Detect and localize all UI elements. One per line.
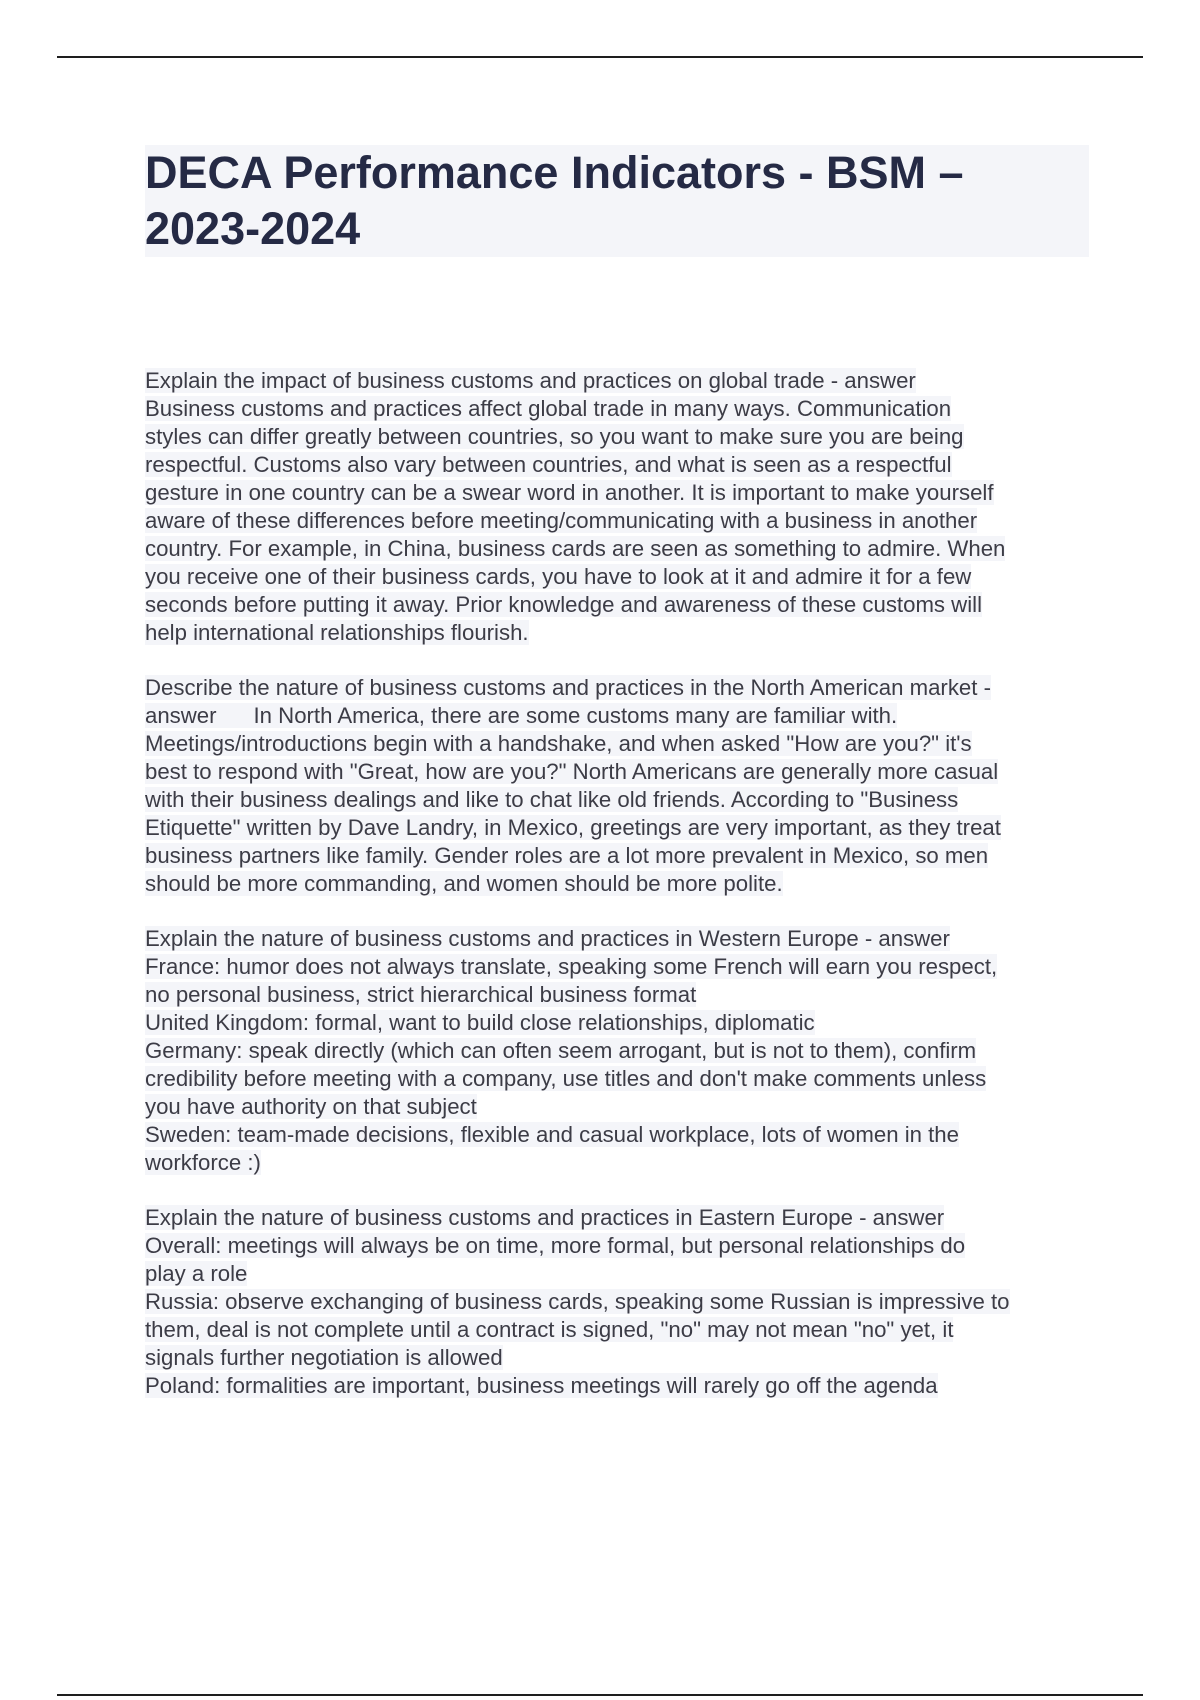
text-line-content: them, deal is not complete until a contract is signed, "no" may not mean "no" yet, it bbox=[145, 1317, 954, 1342]
text-line-content: United Kingdom: formal, want to build close relationships, diplomatic bbox=[145, 1010, 815, 1035]
text-line bbox=[145, 1009, 1095, 1037]
text-line-content: best to respond with "Great, how are you?" North Americans are generally more casual bbox=[145, 759, 999, 784]
text-line bbox=[145, 535, 1095, 563]
text-line-content: Meetings/introductions begin with a handshake, and when asked "How are you?" it's bbox=[145, 731, 972, 756]
text-line-content: Describe the nature of business customs and practices in the North American market - bbox=[145, 675, 991, 700]
text-line bbox=[145, 842, 1095, 870]
text-line bbox=[145, 814, 1095, 842]
text-line bbox=[145, 981, 1095, 1009]
title-line-2: 2023-2024 bbox=[145, 203, 361, 254]
document-body bbox=[145, 367, 1095, 1427]
text-line-content: Russia: observe exchanging of business cards, speaking some Russian is impressive to bbox=[145, 1289, 1010, 1314]
text-line bbox=[145, 1372, 1095, 1400]
text-line-content: no personal business, strict hierarchical business format bbox=[145, 982, 697, 1007]
text-line-content: Overall: meetings will always be on time, more formal, but personal relationships do bbox=[145, 1233, 966, 1258]
text-line bbox=[145, 1316, 1095, 1344]
title-line-1: DECA Performance Indicators - BSM – bbox=[145, 147, 964, 198]
text-line bbox=[145, 1260, 1095, 1288]
text-line-content: play a role bbox=[145, 1261, 248, 1286]
text-line bbox=[145, 786, 1095, 814]
text-line-content: should be more commanding, and women should be more polite. bbox=[145, 871, 783, 896]
text-line bbox=[145, 367, 1095, 395]
text-line-content: respectful. Customs also vary between countries, and what is seen as a respectful bbox=[145, 452, 952, 477]
text-line bbox=[145, 423, 1095, 451]
text-line-content: Business customs and practices affect global trade in many ways. Communication bbox=[145, 396, 952, 421]
text-line bbox=[145, 395, 1095, 423]
page-title bbox=[145, 145, 1089, 257]
text-line bbox=[145, 1344, 1095, 1372]
text-line-content: seconds before putting it away. Prior knowledge and awareness of these customs will bbox=[145, 592, 982, 617]
text-line-content: styles can differ greatly between countries, so you want to make sure you are being bbox=[145, 424, 964, 449]
text-line-content: France: humor does not always translate, speaking some French will earn you respect, bbox=[145, 954, 998, 979]
text-line bbox=[145, 1288, 1095, 1316]
text-line-content: you have authority on that subject bbox=[145, 1094, 477, 1119]
text-line-content: with their business dealings and like to chat like old friends. According to "Business bbox=[145, 787, 959, 812]
qa-block-north-america bbox=[145, 674, 1095, 898]
text-line-content: Explain the impact of business customs and practices on global trade - answer bbox=[145, 368, 916, 393]
qa-block-western-europe bbox=[145, 925, 1095, 1177]
text-line bbox=[145, 1232, 1095, 1260]
text-line-content: Poland: formalities are important, business meetings will rarely go off the agenda bbox=[145, 1373, 938, 1398]
text-line-content: country. For example, in China, business cards are seen as something to admire. When bbox=[145, 536, 1006, 561]
text-line bbox=[145, 563, 1095, 591]
text-line bbox=[145, 730, 1095, 758]
text-line bbox=[145, 1065, 1095, 1093]
text-line bbox=[145, 702, 1095, 730]
text-line bbox=[145, 1149, 1095, 1177]
text-line-content: Germany: speak directly (which can often seem arrogant, but is not to them), confirm bbox=[145, 1038, 977, 1063]
top-rule bbox=[57, 56, 1143, 58]
text-line-content: Sweden: team-made decisions, flexible and casual workplace, lots of women in the bbox=[145, 1122, 959, 1147]
text-line bbox=[145, 451, 1095, 479]
text-line-content: credibility before meeting with a company, use titles and don't make comments unless bbox=[145, 1066, 987, 1091]
text-line-content: you receive one of their business cards, you have to look at it and admire it for a few bbox=[145, 564, 972, 589]
text-line bbox=[145, 758, 1095, 786]
text-line-content: workforce :) bbox=[145, 1150, 261, 1175]
text-line-content: Etiquette" written by Dave Landry, in Mexico, greetings are very important, as they treat bbox=[145, 815, 1001, 840]
text-line-content: gesture in one country can be a swear word in another. It is important to make yourself bbox=[145, 480, 994, 505]
qa-block-eastern-europe bbox=[145, 1204, 1095, 1400]
text-line-content: aware of these differences before meeting/communicating with a business in another bbox=[145, 508, 978, 533]
text-line bbox=[145, 1121, 1095, 1149]
text-line bbox=[145, 870, 1095, 898]
text-line bbox=[145, 1037, 1095, 1065]
qa-block-global-trade bbox=[145, 367, 1095, 647]
text-line-content: signals further negotiation is allowed bbox=[145, 1345, 503, 1370]
text-line bbox=[145, 619, 1095, 647]
text-line bbox=[145, 953, 1095, 981]
text-line-content: Explain the nature of business customs and practices in Eastern Europe - answer bbox=[145, 1205, 945, 1230]
text-line bbox=[145, 1204, 1095, 1232]
text-line bbox=[145, 507, 1095, 535]
text-line-content: help international relationships flourish. bbox=[145, 620, 529, 645]
text-line bbox=[145, 925, 1095, 953]
text-line bbox=[145, 591, 1095, 619]
text-line bbox=[145, 479, 1095, 507]
text-line bbox=[145, 674, 1095, 702]
text-line-content: business partners like family. Gender roles are a lot more prevalent in Mexico, so men bbox=[145, 843, 989, 868]
text-line-content: Explain the nature of business customs and practices in Western Europe - answer bbox=[145, 926, 950, 951]
text-line bbox=[145, 1093, 1095, 1121]
bottom-rule bbox=[57, 1694, 1143, 1696]
text-line-content: answer In North America, there are some customs many are familiar with. bbox=[145, 703, 898, 728]
